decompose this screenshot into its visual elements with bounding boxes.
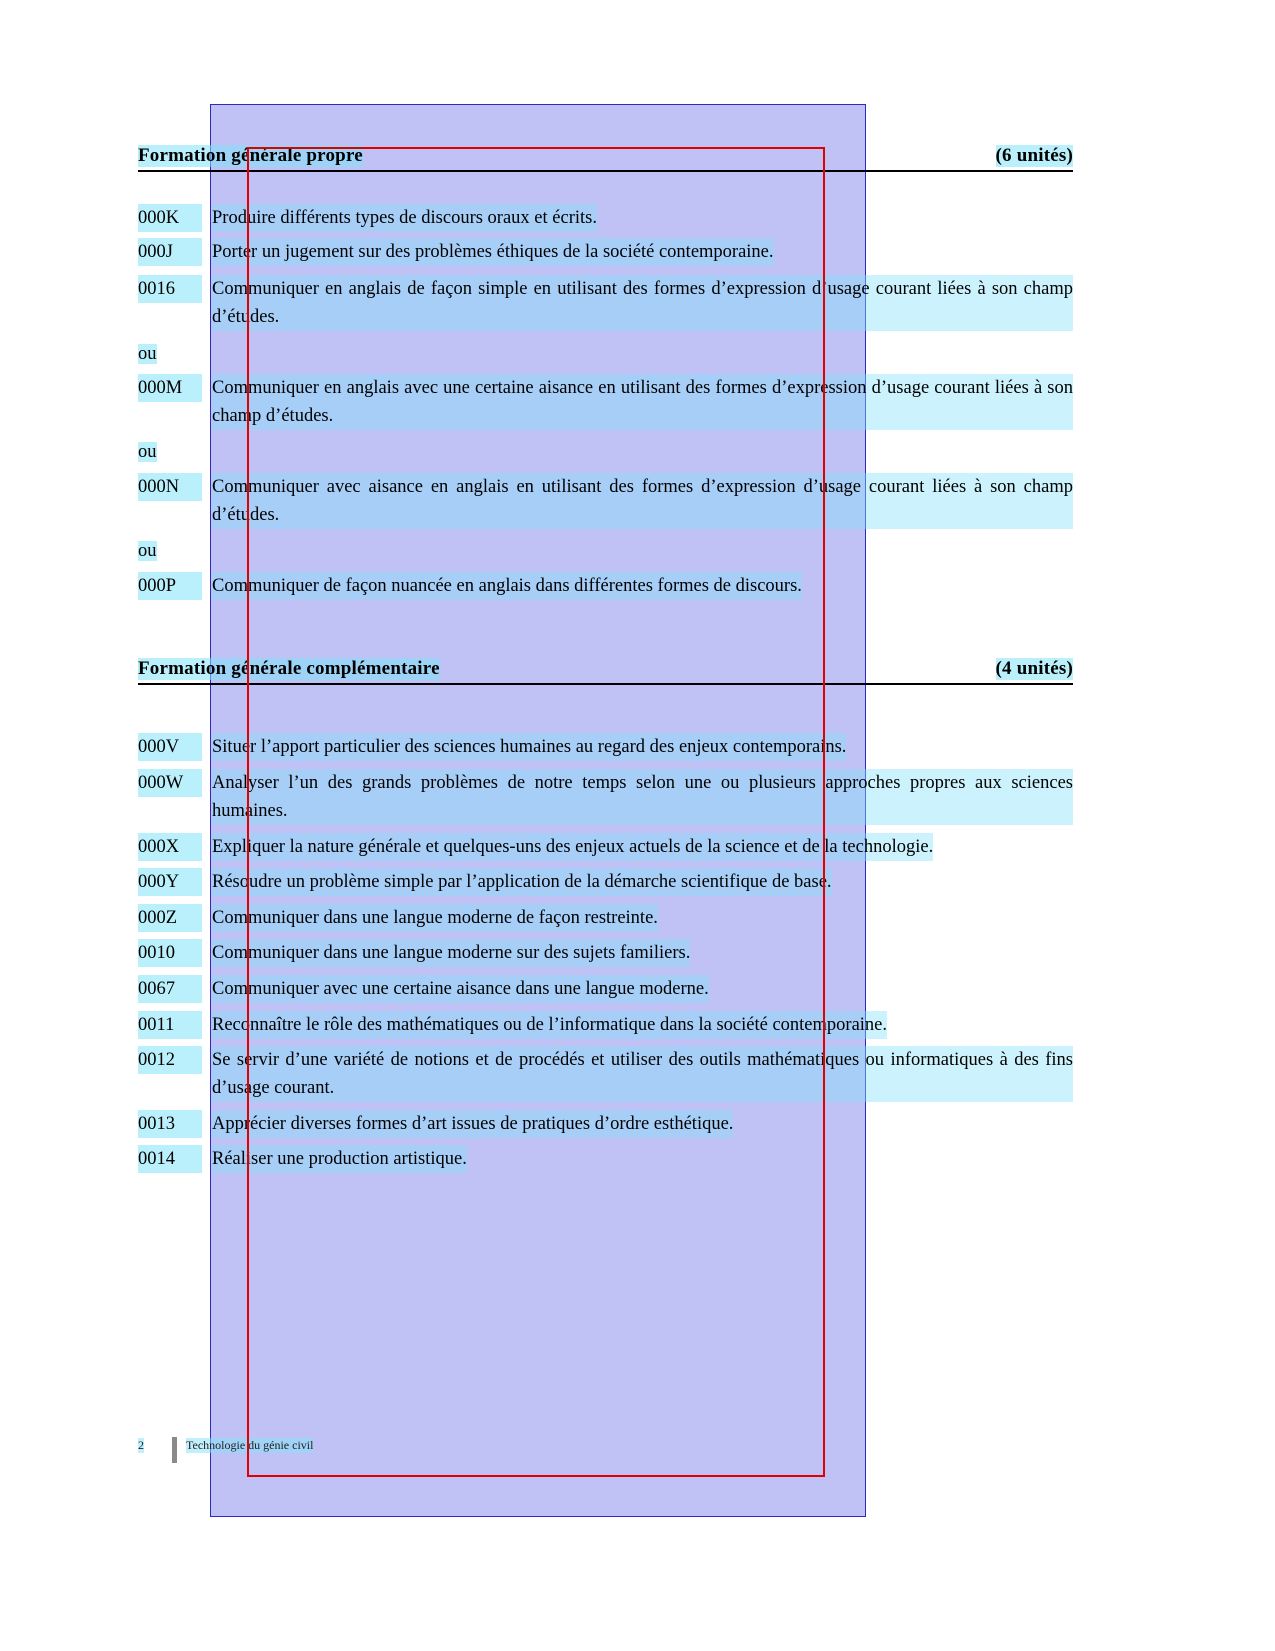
competency-description: Porter un jugement sur des problèmes éthiques de la société contemporaine. [212, 238, 774, 266]
competency-row [138, 572, 1073, 600]
cursor-caret [172, 1437, 177, 1463]
competency-row [138, 204, 1073, 232]
competency-description: Produire différents types de discours oraux et écrits. [212, 204, 597, 232]
competency-row [138, 1110, 1073, 1138]
section-title: Formation générale complémentaire [138, 658, 440, 679]
competency-code: 000X [138, 833, 202, 861]
section-title: Formation générale propre [138, 145, 363, 166]
alternative-separator: ou [138, 541, 157, 561]
competency-code: 0016 [138, 275, 202, 303]
competency-description: Communiquer de façon nuancée en anglais dans différentes formes de discours. [212, 572, 802, 600]
competency-row [138, 833, 1073, 861]
competency-code: 000P [138, 572, 202, 600]
competency-code: 000Y [138, 868, 202, 896]
competency-row [138, 473, 1073, 529]
competency-description: Situer l’apport particulier des sciences humaines au regard des enjeux contemporains. [212, 733, 846, 761]
competency-row [138, 904, 1073, 932]
competency-code: 000W [138, 769, 202, 797]
competency-description: Communiquer en anglais avec une certaine aisance en utilisant des formes d’expression d’usage courant liées à son champ d’études. [212, 374, 1073, 430]
competency-description: Communiquer dans une langue moderne de façon restreinte. [212, 904, 658, 932]
section-units: (4 unités) [995, 658, 1073, 679]
competency-row [138, 733, 1073, 761]
footer-document-title: Technologie du génie civil [186, 1438, 314, 1452]
competency-code: 000M [138, 374, 202, 402]
competency-code: 000J [138, 238, 202, 266]
competency-code: 000V [138, 733, 202, 761]
alternative-separator: ou [138, 344, 157, 364]
competency-code: 0014 [138, 1145, 202, 1173]
page-footer [138, 1438, 538, 1458]
competency-row [138, 868, 1073, 896]
competency-code: 0067 [138, 975, 202, 1003]
competency-row [138, 275, 1073, 331]
competency-description: Reconnaître le rôle des mathématiques ou de l’informatique dans la société contemporaine. [212, 1011, 887, 1039]
competency-description: Résoudre un problème simple par l’application de la démarche scientifique de base. [212, 868, 832, 896]
competency-code: 000N [138, 473, 202, 501]
competency-code: 0010 [138, 939, 202, 967]
alternative-separator: ou [138, 442, 157, 462]
competency-code: 000Z [138, 904, 202, 932]
competency-description: Apprécier diverses formes d’art issues de pratiques d’ordre esthétique. [212, 1110, 733, 1138]
competency-code: 0011 [138, 1011, 202, 1039]
competency-description: Communiquer avec une certaine aisance dans une langue moderne. [212, 975, 709, 1003]
competency-row [138, 1145, 1073, 1173]
competency-description: Expliquer la nature générale et quelques-uns des enjeux actuels de la science et de la technologie. [212, 833, 933, 861]
competency-row [138, 374, 1073, 430]
competency-description: Communiquer avec aisance en anglais en utilisant des formes d’expression d’usage courant liées à son champ d’études. [212, 473, 1073, 529]
competency-description: Se servir d’une variété de notions et de procédés et utiliser des outils mathématiques ou informatiques à des fins d’usage courant. [212, 1046, 1073, 1102]
competency-row [138, 769, 1073, 825]
competency-description: Analyser l’un des grands problèmes de notre temps selon une ou plusieurs approches propres aux sciences humaines. [212, 769, 1073, 825]
competency-row [138, 939, 1073, 967]
section-header-formation-generale-complementaire [138, 658, 1073, 685]
competency-row [138, 1046, 1073, 1102]
competency-row [138, 1011, 1073, 1039]
competency-code: 0013 [138, 1110, 202, 1138]
competency-description: Réaliser une production artistique. [212, 1145, 467, 1173]
footer-page-number: 2 [138, 1438, 144, 1452]
competency-code: 000K [138, 204, 202, 232]
section-units: (6 unités) [995, 145, 1073, 166]
competency-description: Communiquer en anglais de façon simple en utilisant des formes d’expression d’usage courant liées à son champ d’études. [212, 275, 1073, 331]
competency-code: 0012 [138, 1046, 202, 1074]
competency-row [138, 975, 1073, 1003]
section-header-formation-generale-propre [138, 145, 1073, 172]
competency-row [138, 238, 1073, 266]
competency-description: Communiquer dans une langue moderne sur des sujets familiers. [212, 939, 690, 967]
